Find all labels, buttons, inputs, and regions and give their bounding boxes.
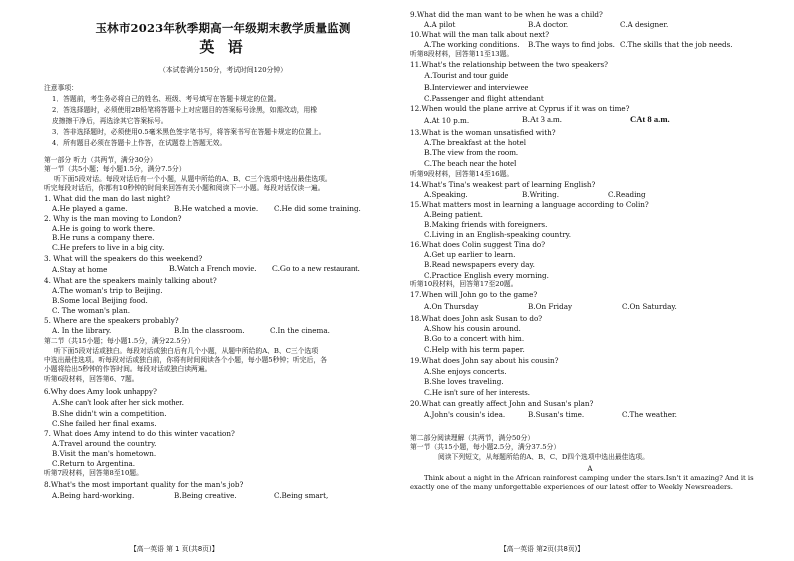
option: A.Show his cousin around. — [424, 324, 521, 333]
note-item: 1．答题前，考生务必将自己的姓名、班级、考号填写在答题卡规定的位置。 — [52, 95, 281, 103]
option: A.At 10 p.m. — [424, 116, 470, 125]
question: 6.Why does Amy look unhappy? — [44, 386, 157, 396]
option: A.He is going to work there. — [52, 224, 156, 233]
option: C.On Saturday. — [622, 302, 677, 311]
option: B.Interviewer and interviewee — [424, 82, 529, 92]
question: 11.What's the relationship between the two speakers? — [410, 60, 608, 69]
option: C.Help with his term paper. — [424, 345, 525, 354]
option: A.The woman's trip to Beijing. — [52, 286, 163, 295]
option: C.The beach near the hotel — [424, 158, 517, 168]
question: 18.What does John ask Susan to do? — [410, 314, 543, 323]
option: A.The working conditions. — [424, 40, 520, 49]
notes-title: 注意事项： — [44, 84, 78, 92]
option: B.A doctor. — [528, 20, 569, 29]
option: B.Writing. — [522, 190, 560, 199]
option: C.He did some training. — [274, 204, 361, 213]
option: C.He isn't sure of her interests. — [424, 387, 530, 397]
option: C.He prefers to live in a big city. — [52, 242, 165, 252]
option: C. The woman's plan. — [52, 306, 131, 315]
material-heading: 听第6段材料，回答第6、7题。 — [44, 375, 139, 383]
option: B.Some local Beijing food. — [52, 296, 148, 305]
directions: 听完每段对话后，你都有10秒钟的时间来回答有关小题和阅读下一小题。每段对话仅读一遍。 — [44, 184, 325, 192]
directions: 中选出最佳选项。听每段对话或独白前，你将有时间阅读各个小题，每小题5秒钟；听完后，各 — [44, 356, 327, 364]
option: B.Go to a concert with him. — [424, 334, 525, 343]
section-heading: 第二节（共15小题；每小题1.5分，满分22.5分） — [44, 337, 195, 345]
option: B.Being creative. — [174, 491, 237, 500]
option: C.Being smart, — [274, 491, 329, 500]
section-heading: 第一节（共5小题；每小题1.5分，满分7.5分） — [44, 165, 186, 173]
option: B.At 3 a.m. — [522, 114, 562, 124]
directions: 听下面5段对话。每段对话后有一个小题，从题中所给的A、B、C三个选项中选出最佳选项。 — [54, 175, 332, 183]
part-heading: 第二部分阅读理解（共两节，满分50分） — [410, 434, 535, 442]
note-item: 4．所有题目必须在答题卡上作答，在试题卷上答题无效。 — [52, 139, 227, 147]
exam-note: （本试卷满分150分，考试时间120分钟） — [159, 66, 287, 74]
option: A.He played a game. — [52, 204, 128, 213]
question: 7. What does Amy intend to do this winter vacation? — [44, 429, 235, 438]
option: B.Read newspapers every day. — [424, 260, 535, 269]
option: A.John's cousin's idea. — [424, 410, 506, 419]
option: C.Practice English every morning. — [424, 271, 549, 280]
question: 9.What did the man want to be when he was a child? — [410, 10, 603, 19]
option: B.In the classroom. — [174, 326, 245, 335]
question: 4. What are the speakers mainly talking about? — [44, 276, 217, 285]
option: A.A pilot — [424, 20, 456, 29]
option: A.She enjoys concerts. — [424, 367, 507, 376]
material-heading: 听第9段材料，回答第14至16题。 — [410, 170, 514, 178]
directions: 听下面5段对话或独白。每段对话或独白后有几个小题，从题中所给的A、B、C三个选项 — [54, 347, 319, 355]
question: 17.When will John go to the game? — [410, 290, 538, 299]
option: B.He watched a movie. — [174, 204, 259, 213]
passage-line: exactly one of the many unforgettable experiences of our latest offer to Weekly Newsreaders. — [410, 483, 733, 491]
material-heading: 听第10段材料，回答第17至20题。 — [410, 280, 518, 288]
question: 5. Where are the speakers probably? — [44, 316, 179, 325]
passage-line: Think about a night in the African rainforest camping under the stars.Isn't it amazing? And it is — [424, 474, 754, 482]
option: A. In the library. — [52, 326, 112, 335]
option: C.Return to Argentina. — [52, 459, 136, 468]
option: A.On Thursday — [424, 302, 479, 311]
option: B.Susan's time. — [528, 410, 585, 419]
option: A.Travel around the country. — [52, 439, 157, 448]
page-footer-left: 【高一英语 第 1 页(共8页)】 — [130, 545, 219, 553]
option: B.Making friends with foreigners. — [424, 220, 548, 229]
option: A.She can't look after her sick mother. — [52, 397, 184, 407]
note-item: 3．答非选择题时，必须使用0.5毫米黑色签字笔书写，将答案书写在答题卡规定的位置上。 — [52, 128, 326, 136]
material-heading: 听第7段材料，回答第8至10题。 — [44, 469, 143, 477]
option: A.Tourist and tour guide — [424, 70, 509, 80]
option: B.Visit the man's hometown. — [52, 449, 157, 458]
option: A.Get up earlier to learn. — [424, 250, 516, 259]
option: B.On Friday — [528, 302, 573, 311]
option: A.Stay at home — [52, 265, 108, 274]
directions: 小题将给出5秒钟的作答时间。每段对话或独白读两遍。 — [44, 365, 212, 373]
page-footer-right: 【高一英语 第2页(共8页)】 — [500, 545, 585, 553]
question: 15.What matters most in learning a language according to Colin? — [410, 200, 649, 209]
option: A.Being patient. — [424, 210, 483, 219]
option: C.The weather. — [622, 410, 677, 419]
directions: 阅读下列短文，从每题所给的A、B、C、D四个选项中选出最佳选项。 — [438, 453, 649, 461]
option: B.Watch a French movie. — [169, 263, 257, 273]
material-heading: 听第8段材料，回答第11至13题。 — [410, 50, 514, 58]
question: 1. What did the man do last night? — [44, 194, 171, 203]
note-item: 皮擦擦干净后，再选涂其它答案标号。 — [52, 117, 168, 125]
question: 10.What will the man talk about next? — [410, 30, 550, 39]
question: 16.What does Colin suggest Tina do? — [410, 240, 546, 249]
option: C.Reading — [608, 190, 646, 199]
option: A.Being hard-working. — [52, 491, 135, 500]
option: C.The skills that the job needs. — [620, 40, 733, 49]
passage-letter: A — [587, 464, 593, 473]
question: 13.What is the woman unsatisfied with? — [410, 128, 556, 137]
question: 8.What's the most important quality for the man's job? — [44, 480, 244, 489]
subject-title: 英 语 — [199, 38, 247, 56]
question: 20.What can greatly affect John and Susan's plan? — [410, 399, 594, 408]
section-heading: 第一节（共15小题，每小题2.5分，满分37.5分） — [410, 443, 561, 451]
option: B.She didn't win a competition. — [52, 409, 167, 418]
option: C.Go to a new restaurant. — [272, 263, 360, 273]
note-item: 2．答选择题时，必须使用2B铅笔将答题卡上对应题目的答案标号涂黑，如需改动，用橡 — [52, 106, 318, 114]
header-title: 玉林市2023年秋季期高一年级期末教学质量监测 — [95, 21, 351, 35]
question: 12.When would the plane arrive at Cyprus if it was on time? — [410, 104, 630, 113]
question: 2. Why is the man moving to London? — [44, 214, 182, 223]
option: B.The view from the room. — [424, 147, 519, 157]
option: C.Passenger and flight attendant — [424, 94, 544, 103]
question: 14.What's Tina's weakest part of learning English? — [410, 180, 596, 189]
option: C.She failed her final exams. — [52, 419, 157, 428]
option: C.In the cinema. — [270, 326, 330, 335]
option: B.She loves traveling. — [424, 377, 504, 386]
option: B.The ways to find jobs. — [528, 40, 615, 49]
part-heading: 第一部分 听力（共两节，满分30分） — [44, 156, 157, 164]
option: C.Living in an English-speaking country. — [424, 230, 572, 239]
option: A.The breakfast at the hotel — [424, 138, 527, 147]
option: CAt 8 a.m. — [630, 114, 670, 124]
question: 3. What will the speakers do this weekend? — [44, 254, 203, 263]
option: A.Speaking. — [424, 190, 468, 199]
question: 19.What does John say about his cousin? — [410, 356, 559, 365]
option: B.He runs a company there. — [52, 233, 155, 242]
option: C.A designer. — [620, 20, 669, 29]
